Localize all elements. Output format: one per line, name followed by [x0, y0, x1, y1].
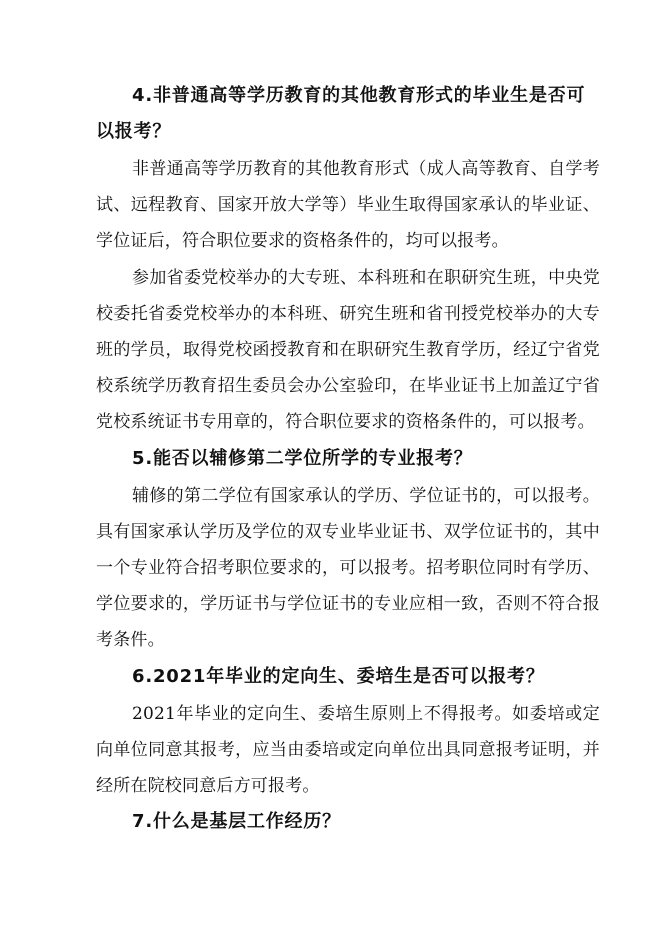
faq-section-6 — [96, 659, 600, 805]
body-paragraph: 2021年毕业的定向生、委培生原则上不得报考。如委培或定向单位同意其报考，应当由委培或定向单位出具同意报考证明，并经所在院校同意后方可报考。 — [96, 703, 600, 797]
section-heading: 5.能否以辅修第二学位所学的专业报考？ — [132, 447, 473, 469]
faq-section-5 — [96, 441, 600, 659]
faq-section-4 — [96, 78, 600, 441]
body-paragraph: 非普通高等学历教育的其他教育形式（成人高等教育、自学考试、远程教育、国家开放大学等）毕业生取得国家承认的毕业证、学位证后，符合职位要求的资格条件的，均可以报考。 — [96, 159, 600, 252]
document-page — [96, 78, 600, 841]
section-heading: 7.什么是基层工作经历？ — [132, 811, 341, 833]
faq-section-7 — [96, 804, 600, 840]
body-paragraph: 参加省委党校举办的大专班、本科班和在职研究生班，中央党校委托省委党校举办的本科班、研究生班和省刊授党校举办的大专班的学员，取得党校函授教育和在职研究生教育学历，经辽宁省党校系统学历教育招生委员会办公室验印，在毕业证书上加盖辽宁省党校系统证书专用章的，符合职位要求的资格条件的，可以报考。 — [96, 267, 600, 433]
section-heading: 4.非普通高等学历教育的其他教育形式的毕业生是否可以报考？ — [96, 85, 586, 142]
section-heading: 6.2021年毕业的定向生、委培生是否可以报考？ — [132, 665, 545, 687]
body-paragraph: 辅修的第二学位有国家承认的学历、学位证书的，可以报考。具有国家承认学历及学位的双专业毕业证书、双学位证书的，其中一个专业符合招考职位要求的，可以报考。招考职位同时有学历、学位要求的，学历证书与学位证书的专业应相一致，否则不符合报考条件。 — [96, 485, 600, 651]
